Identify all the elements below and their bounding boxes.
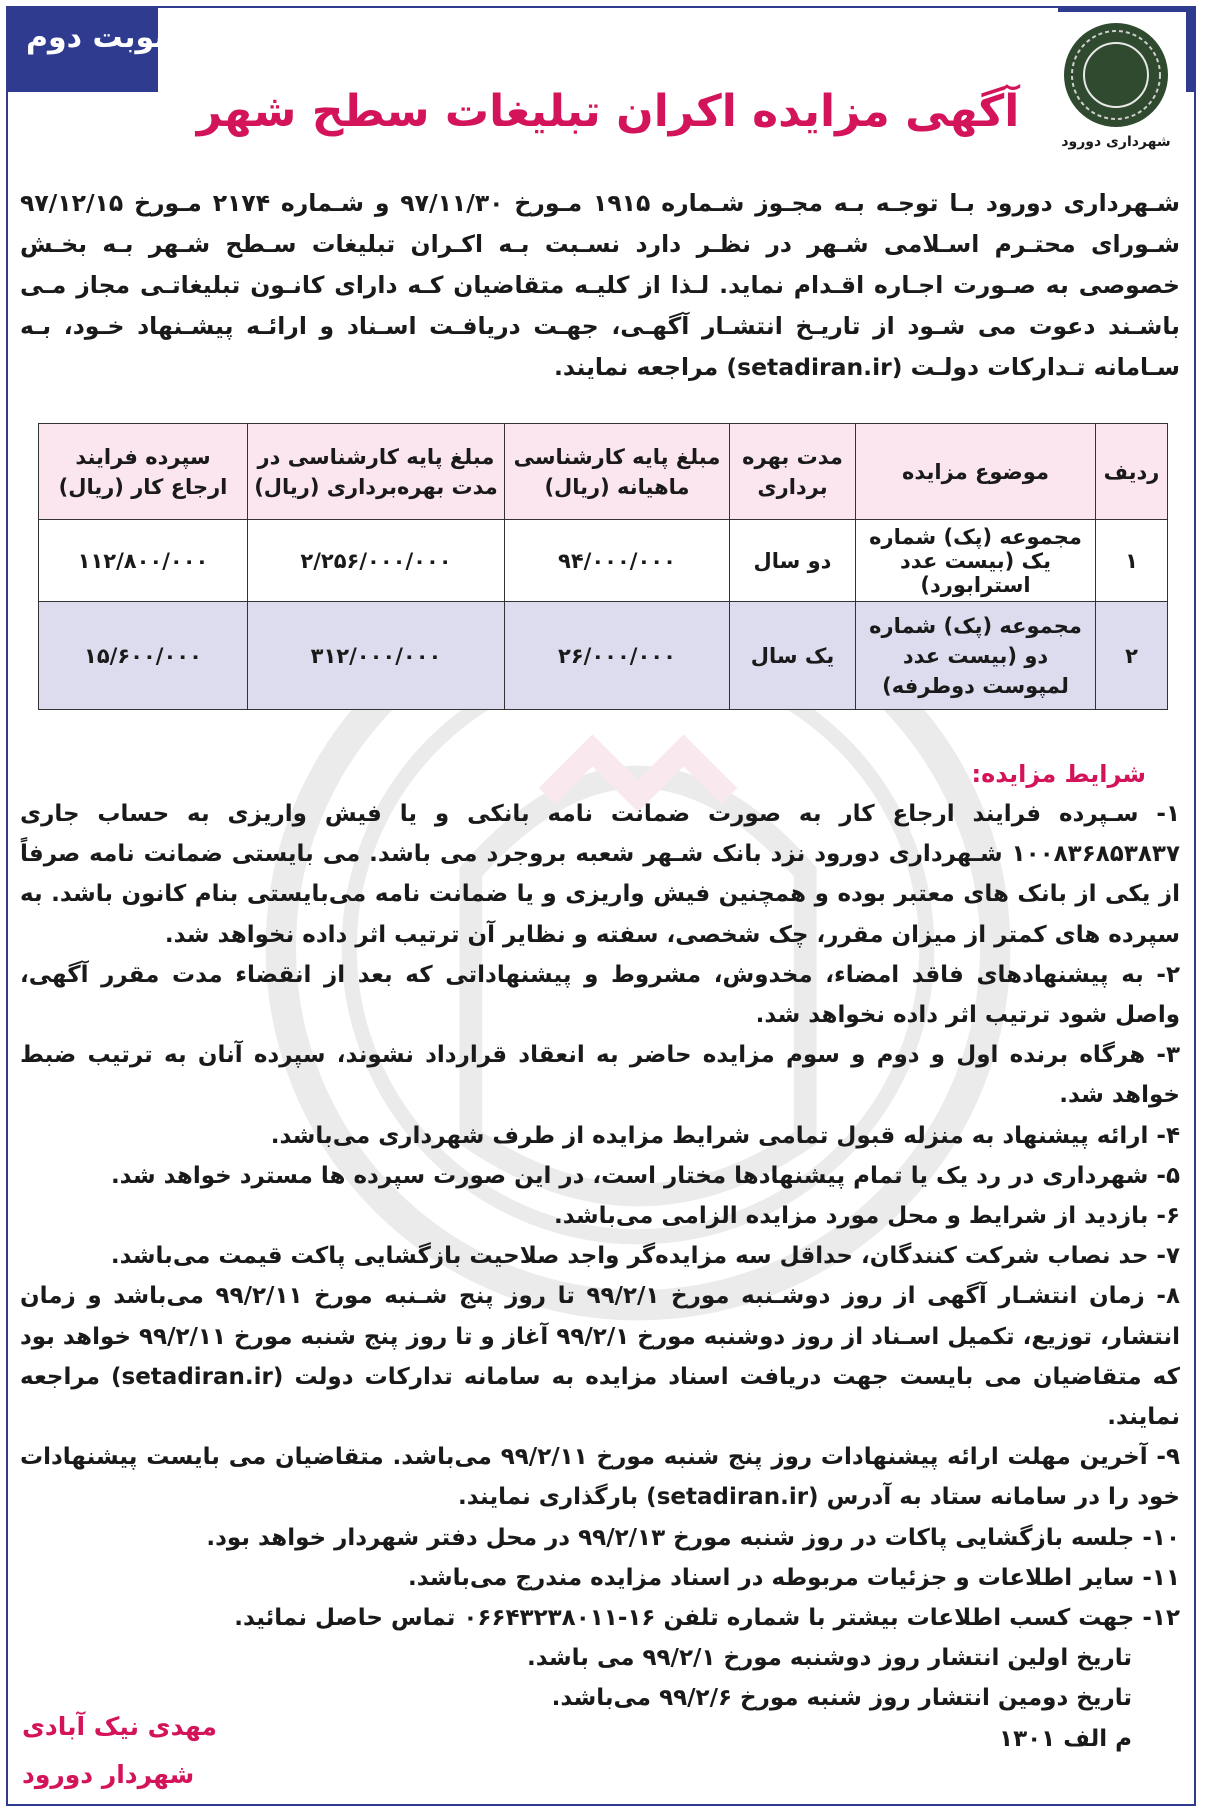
cell-monthly: ۲۶/۰۰۰/۰۰۰: [505, 602, 730, 710]
headline: آگهی مزایده اکران تبلیغات سطح شهر: [196, 86, 1020, 137]
col-deposit: سپرده فرایند ارجاع کار (ریال): [39, 424, 248, 520]
condition-item: ۳- هرگاه برنده اول و دوم و سوم مزایده حاضر به انعقاد قرارداد نشوند، سپرده آنان به ترتیب ضبط خواهد شد.: [20, 1042, 1180, 1109]
condition-item: ۱- سـپرده فرایند ارجاع کار به صورت ضمانت نامه بانکی و یا فیش واریزی به حساب جاری ۱۰۰۸۳۶۸۵۳۸۳۷ شـهرداری دورود نزد بانک شـهر شعبه بروجرد می باشد. می بایستی ضمانت نامه صرفاً از یکی از بانک های معتبر بوده و همچنین فیش واریزی و یا ضمانت نامه می‌بایستی بنام کانون باشد. به سپرده های کمتر از میزان مقرر، چک شخصی، سفته و نظایر آن ترتیب اثر داده نخواهد شد.: [20, 801, 1180, 948]
table-row: [39, 520, 1168, 602]
table-row: [39, 602, 1168, 710]
condition-item: ۶- بازدید از شرایط و محل مورد مزایده الزامی می‌باشد.: [553, 1203, 1180, 1230]
cell-duration: دو سال: [730, 520, 856, 602]
col-duration: مدت بهره برداری: [730, 424, 856, 520]
signature-block: [22, 1703, 217, 1799]
signer-title: شهردار دورود: [22, 1760, 195, 1789]
cell-subject: مجموعه (پک) شماره دو (بیست عدد لمپوست دوطرفه): [856, 602, 1096, 710]
cell-subject: مجموعه (پک) شماره یک (بیست عدد استرابورد): [856, 520, 1096, 602]
issue-label: نوبت دوم: [26, 20, 166, 55]
cell-deposit: ۱۱۲/۸۰۰/۰۰۰: [39, 520, 248, 602]
condition-item: ۷- حد نصاب شرکت کنندگان، حداقل سه مزایده‌گر واجد صلاحیت بازگشایی پاکت قیمت می‌باشد.: [110, 1243, 1180, 1270]
cell-total: ۲/۲۵۶/۰۰۰/۰۰۰: [248, 520, 505, 602]
condition-item: ۱۰- جلسه بازگشایی پاکات در روز شنبه مورخ ۹۹/۲/۱۳ در محل دفتر شهردار خواهد بود.: [206, 1524, 1180, 1551]
municipality-logo: [1046, 12, 1186, 162]
condition-item: ۵- شهرداری در رد یک یا تمام پیشنهادها مختار است، در این صورت سپرده ها مسترد خواهد شد.: [110, 1162, 1180, 1189]
signer-name: مهدی نیک آبادی: [22, 1712, 218, 1741]
cell-duration: یک سال: [730, 602, 856, 710]
condition-item: ۹- آخرین مهلت ارائه پیشنهادات روز پنج شنبه مورخ ۹۹/۲/۱۱ می‌باشد. متقاضیان می بایست پیشنهادات خود را در سامانه ستاد به آدرس (setadiran.ir) بارگذاری نمایند.: [20, 1444, 1180, 1511]
table-header-row: [39, 424, 1168, 520]
conditions-title: شرایط مزایده:: [971, 760, 1146, 788]
cell-deposit: ۱۵/۶۰۰/۰۰۰: [39, 602, 248, 710]
notice-frame: [6, 6, 1196, 1806]
condition-item: ۱۲- جهت کسب اطلاعات بیشتر با شماره تلفن ۱۶-۰۶۶۴۳۲۳۸۰۱۱ تماس حاصل نمائید.: [234, 1605, 1180, 1632]
col-monthly: مبلغ پایه کارشناسی ماهیانه (ریال): [505, 424, 730, 520]
cell-total: ۳۱۲/۰۰۰/۰۰۰: [248, 602, 505, 710]
condition-item: ۴- ارائه پیشنهاد به منزله قبول تمامی شرایط مزایده از طرف شهرداری می‌باشد.: [270, 1122, 1180, 1149]
col-row: ردیف: [1096, 424, 1168, 520]
cell-monthly: ۹۴/۰۰۰/۰۰۰: [505, 520, 730, 602]
publish-second-date: تاریخ دومین انتشار روز شنبه مورخ ۹۹/۲/۶ می‌باشد.: [551, 1685, 1132, 1712]
publish-first-date: تاریخ اولین انتشار روز دوشنبه مورخ ۹۹/۲/۱ می باشد.: [527, 1645, 1132, 1672]
auction-table: [38, 423, 1168, 710]
col-total: مبلغ پایه کارشناسی در مدت بهره‌برداری (ریال): [248, 424, 505, 520]
col-subject: موضوع مزایده: [856, 424, 1096, 520]
condition-item: ۱۱- سایر اطلاعات و جزئیات مربوطه در اسناد مزایده مندرج می‌باشد.: [408, 1564, 1180, 1591]
cell-row: ۱: [1096, 520, 1168, 602]
cell-row: ۲: [1096, 602, 1168, 710]
conditions-list: [20, 794, 1180, 1759]
logo-caption: شهرداری دورود: [1061, 134, 1171, 150]
condition-item: ۸- زمان انتشـار آگهی از روز دوشـنبه مورخ ۹۹/۲/۱ تا روز پنج شـنبه مورخ ۹۹/۲/۱۱ می‌باشد و زمان انتشار، توزیع، تکمیل اسـناد از روز دوشنبه مورخ ۹۹/۲/۱ آغاز و تا روز پنج شنبه مورخ ۹۹/۲/۱۱ خواهد بود که متقاضیان می بایست جهت دریافت اسناد مزایده به سامانه تدارکات دولت (setadiran.ir) مراجعه نمایند.: [20, 1283, 1180, 1431]
municipality-seal-icon: [1061, 20, 1171, 130]
intro-paragraph: شـهرداری دورود بـا توجـه بـه مجـوز شـماره ۱۹۱۵ مـورخ ۹۷/۱۱/۳۰ و شـماره ۲۱۷۴ مـورخ ۹۷/۱۲/۱۵ شـورای محتـرم اسـلامی شـهر در نظـر دارد نسـبت بـه اکـران تبلیغات سـطح شـهر بـه بخـش خصوصی به صـورت اجـاره اقـدام نمايد. لـذا از كليـه متقاضيان كـه داراى كانـون تبليغاتـى مجاز مـى باشـند دعوت مى شـود از تاریـخ انتشـار آگهـی، جهـت دریافـت اسـناد و ارائـه پیشـنهاد خـود، بـه سـامانه تـدارکات دولـت (setadiran.ir) مراجعه نمایند.: [20, 189, 1180, 381]
reference-code: م الف ۱۳۰۱: [999, 1725, 1132, 1752]
condition-item: ۲- به پیشنهادهای فاقد امضاء، مخدوش، مشروط و پیشنهاداتی که بعد از انقضاء مدت مقرر آگهی، واصل شود ترتیب اثر داده نخواهد شد.: [20, 961, 1180, 1029]
